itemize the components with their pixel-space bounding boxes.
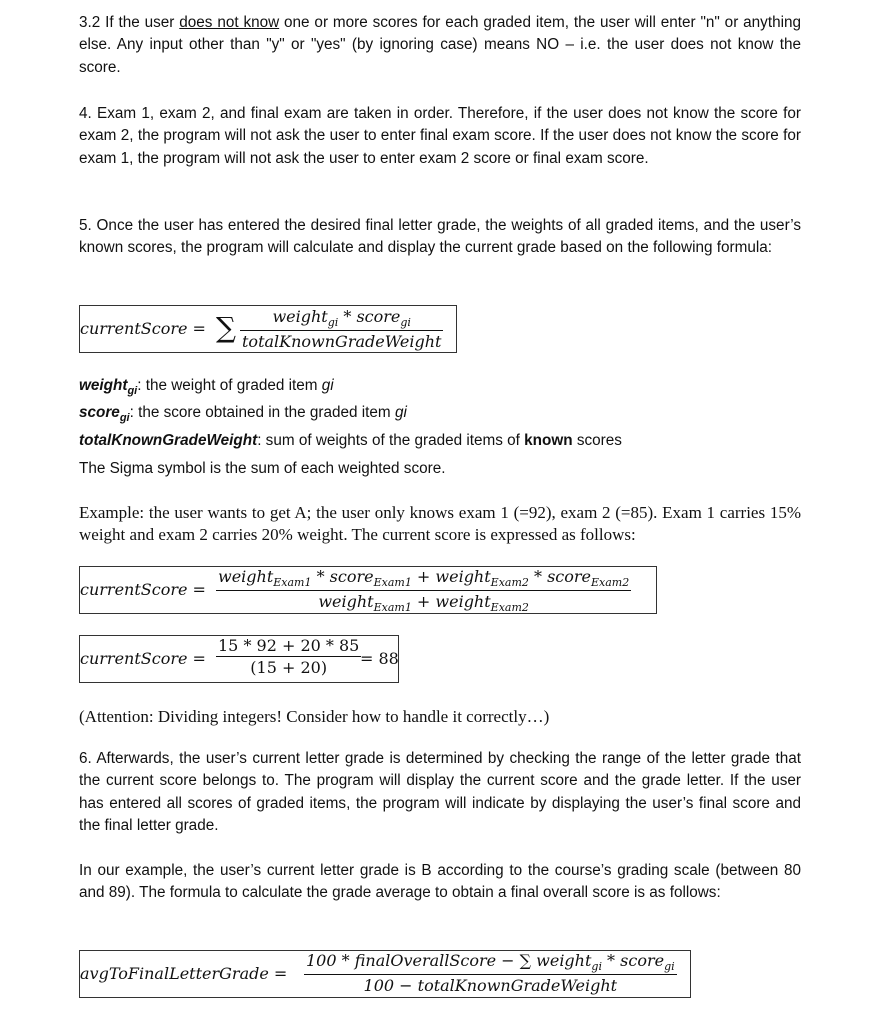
- formula1-fraction: weight$_{gi}$ * score$_{gi}$ totalKnownGradeWeight: [242, 307, 442, 352]
- sigma-note: The Sigma symbol is the sum of each weighted score.: [79, 460, 446, 477]
- formula2-fraction: weight$_{Exam1}$ * score$_{Exam1}$ + weight$_{Exam2}$ * score$_{Exam2}$ weight$_{Exam1}$ + weight$_{Exam2}$: [218, 567, 630, 615]
- formula-avg-to-final-grade: [79, 950, 691, 998]
- formula-current-score-example: [79, 566, 657, 614]
- sigma-symbol: ∑: [216, 311, 236, 344]
- paragraph-5: 5. Once the user has entered the desired final letter grade, the weights of all graded items, and the user’s known scores, the program will calculate and display the current grade based on the following formula:: [79, 217, 801, 257]
- formula3-lhs: currentScore =: [80, 649, 206, 668]
- paragraph-6: 6. Afterwards, the user’s current letter grade is determined by checking the range of the letter grade that the current score belongs to. The program will display the current score and the grade letter. If the user has entered all scores of graded items, the program will indicate by displaying the user’s final score and the final letter grade.: [79, 750, 801, 835]
- paragraph-7: In our example, the user’s current letter grade is B according to the course’s grading scale (between 80 and 89). The formula to calculate the grade average to obtain a final overall score is as follows:: [79, 862, 801, 902]
- paragraph-3-2: [79, 12, 801, 79]
- p32-underlined: does not know: [179, 14, 280, 31]
- definitions: [79, 375, 801, 452]
- formula3-result: = 88: [360, 649, 399, 668]
- attention-note: (Attention: Dividing integers! Consider how to handle it correctly…): [79, 707, 550, 726]
- formula4-fraction: 100 * finalOverallScore − ∑ weight$_{gi}$ * score$_{gi}$ 100 − totalKnownGradeWeight: [306, 951, 675, 996]
- p32-text-a: 3.2 If the user: [79, 14, 180, 31]
- example-paragraph: Example: the user wants to get A; the user only knows exam 1 (=92), exam 2 (=85). Exam 1 carries 15% weight and exam 2 carries 20% weight. The current score is expressed as follows:: [79, 503, 801, 544]
- formula4-lhs: avgToFinalLetterGrade =: [80, 964, 288, 983]
- formula1-lhs: currentScore =: [80, 319, 206, 338]
- formula2-lhs: currentScore =: [80, 580, 206, 599]
- formula-current-score-numeric: [79, 635, 399, 683]
- def-weight: weight$_{gi}$: the weight of graded item gi: [79, 377, 334, 398]
- paragraph-4: 4. Exam 1, exam 2, and final exam are taken in order. Therefore, if the user does not know the score for exam 2, the program will not ask the user to enter final exam score. If the user does not know the score for exam 1, the program will not ask the user to enter exam 2 score or final exam score.: [79, 105, 801, 167]
- def-score: score$_{gi}$: the score obtained in the graded item gi: [79, 404, 407, 425]
- formula3-fraction: $\frac{15 * 92 + 20 * 85}{(15 + 20)}$: [218, 636, 360, 677]
- p32-text-b: one or more scores for each graded item, the user will enter "n" or anything else. Any input other than "y" or "yes" (by ignoring case) means NO – i.e. the user does not know the score.: [79, 14, 801, 76]
- def-total: totalKnownGradeWeight: sum of weights of the graded items of known scores: [79, 431, 622, 449]
- formula-current-score-general: [79, 305, 457, 353]
